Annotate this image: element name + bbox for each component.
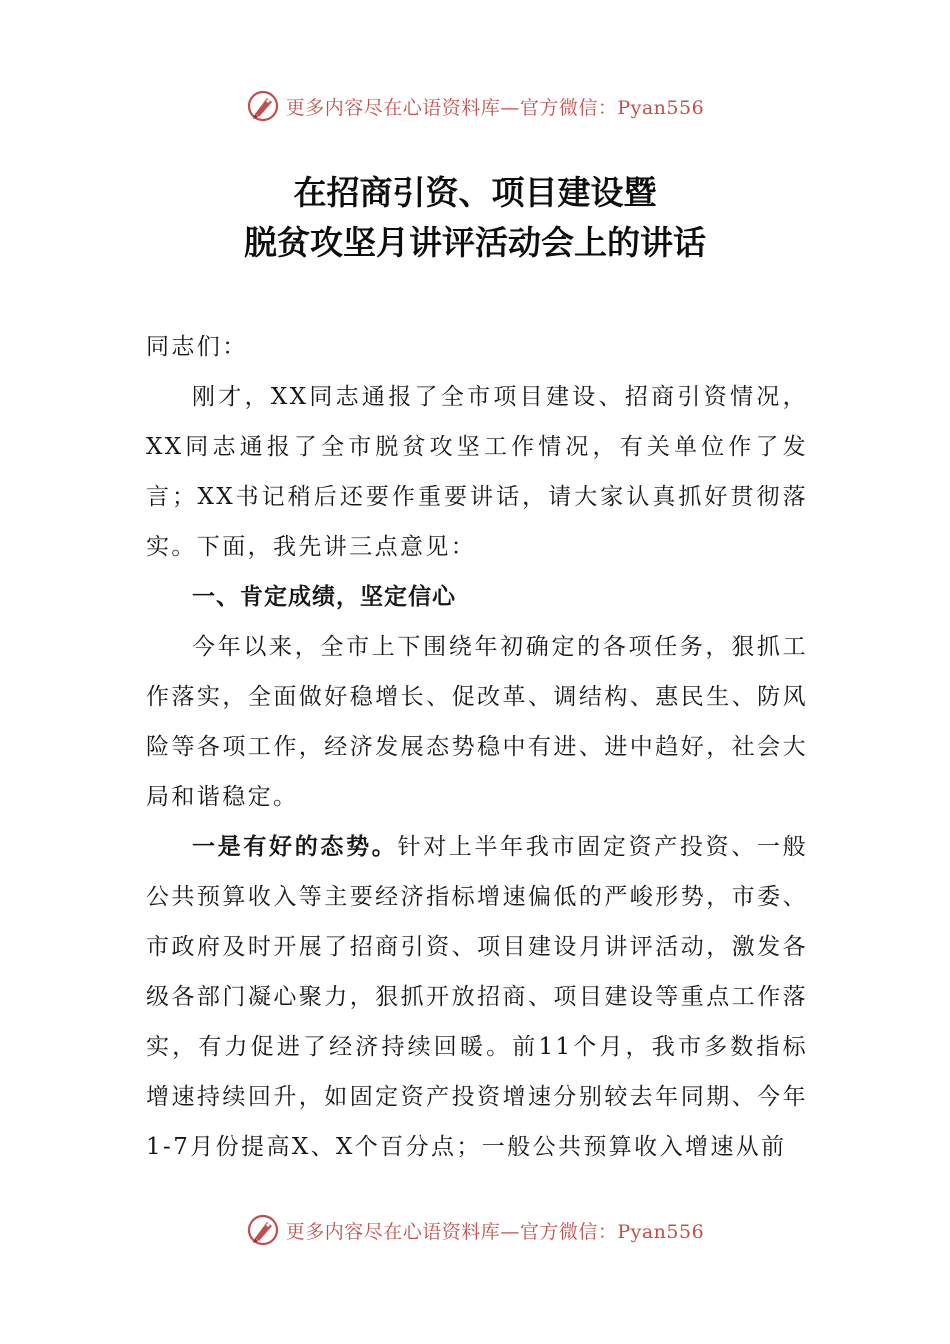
title-line-2: 脱贫攻坚月讲评活动会上的讲话 (244, 223, 706, 262)
paragraph-good-trend-text: 针对上半年我市固定资产投资、一般公共预算收入等主要经济指标增速偏低的严峻形势，市委、市政府及时开展了招商引资、项目建设月讲评活动，激发各级各部门凝心聚力，狠抓开放招商、项目建设等重点工作落实，有力促进了经济持续回暖。前11个月，我市多数指标增速持续回升，如固定资产投资增速分别较去年同期、今年1-7月份提高X、X个百分点；一般公共预算收入增速从前 (146, 834, 809, 1160)
paragraph-overview: 今年以来，全市上下围绕年初确定的各项任务，狠抓工作落实，全面做好稳增长、促改革、调结构、惠民生、防风险等各项工作，经济发展态势稳中有进、进中趋好，社会大局和谐稳定。 (146, 634, 808, 810)
watermark-text (286, 93, 704, 120)
watermark-prefix: 更多内容尽在心语资料库 (285, 96, 501, 119)
section-heading-1: 一、肯定成绩，坚定信心 (192, 584, 456, 610)
title-line-1: 在招商引资、项目建设暨 (293, 173, 657, 212)
watermark-label: 官方微信： (519, 96, 618, 119)
paragraph-good-trend (146, 822, 808, 1172)
header-watermark-banner (0, 84, 950, 128)
document-title (0, 168, 950, 268)
watermark-dash: — (500, 1220, 520, 1243)
paragraph-intro: 刚才，XX同志通报了全市项目建设、招商引资情况，XX同志通报了全市脱贫攻坚工作情况，有关单位作了发言；XX书记稍后还要作重要讲话，请大家认真抓好贯彻落实。下面，我先讲三点意见： (146, 384, 808, 560)
watermark-account: Pyan556 (617, 96, 705, 119)
watermark-prefix: 更多内容尽在心语资料库 (285, 1220, 501, 1243)
footer-watermark-banner (0, 1208, 950, 1252)
paragraph-lead-phrase: 一是有好的态势。 (192, 833, 398, 860)
watermark-label: 官方微信： (519, 1220, 618, 1243)
salutation: 同志们： (146, 334, 248, 360)
watermark-dash: — (500, 96, 520, 119)
pen-nib-logo-icon (246, 89, 280, 123)
watermark-account: Pyan556 (617, 1220, 705, 1243)
watermark-text (286, 1217, 704, 1244)
document-body (146, 322, 808, 1172)
pen-nib-logo-icon (246, 1213, 280, 1247)
